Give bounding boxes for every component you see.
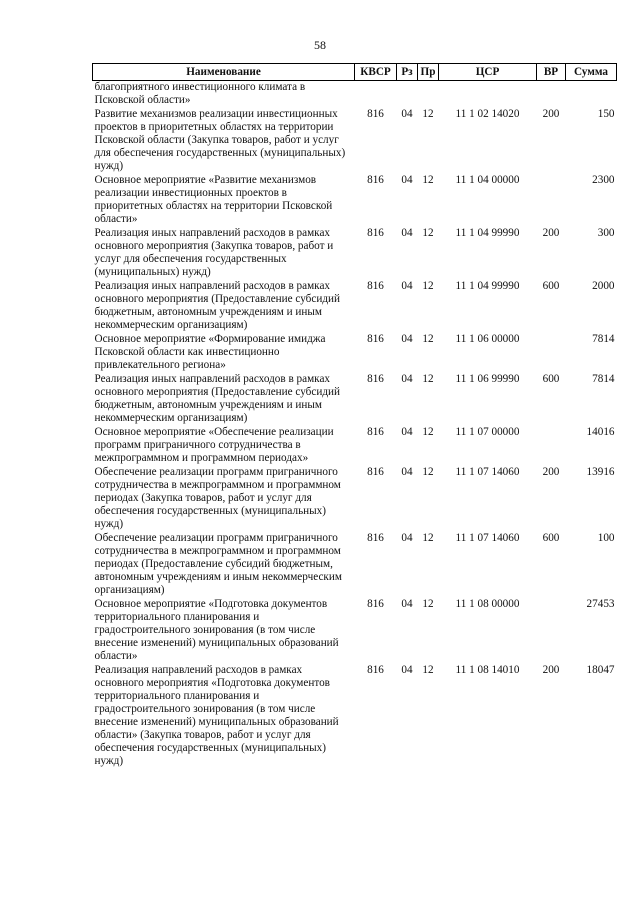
cell-pr: 12 <box>422 108 434 120</box>
cell-name: Реализация направлений расходов в рамках основного мероприятия «Подготовка документов территориального планирования и градостроительного зонирования (в том числе внесение изменений) муниципальных образований области» (Закупка товаров, работ и услуг для обеспечения государственных (муниципальных) нужд) <box>94 664 339 767</box>
header-kvsr: КВСР <box>355 64 397 81</box>
cell-name: Развитие механизмов реализации инвестиционных проектов в приоритетных областях на территории Псковской области (Закупка товаров, работ и услуг для обеспечения государственных (муниципальных) нужд) <box>94 108 346 172</box>
cell-name: Основное мероприятие «Развитие механизмов реализации инвестиционных проектов в приоритетных областях на территории Псковской области» <box>94 174 333 225</box>
cell-csr: 11 1 04 99990 <box>455 280 520 292</box>
cell-rz: 04 <box>401 280 413 292</box>
cell-vr <box>537 426 566 466</box>
cell-sum: 7814 <box>592 373 615 385</box>
cell-csr: 11 1 04 00000 <box>455 174 520 186</box>
header-name: Наименование <box>93 64 355 81</box>
cell-csr: 11 1 08 14010 <box>455 664 520 676</box>
cell-name: Реализация иных направлений расходов в рамках основного мероприятия (Предоставление субсидий бюджетным, автономным учреждениям и иным некоммерческим организациям) <box>94 373 340 424</box>
cell-pr: 12 <box>422 280 434 292</box>
cell-name: Основное мероприятие «Формирование имиджа Псковской области как инвестиционно привлекательного региона» <box>94 333 326 371</box>
cell-kvsr: 816 <box>367 598 384 610</box>
cell-vr: 200 <box>542 227 560 239</box>
cell-sum: 150 <box>597 108 615 120</box>
table-row <box>93 466 617 532</box>
cell-sum: 2000 <box>592 280 615 292</box>
cell-pr: 12 <box>422 466 434 478</box>
header-vr: ВР <box>537 64 566 81</box>
cell-vr: 600 <box>542 280 560 292</box>
cell-rz: 04 <box>401 108 413 120</box>
cell-pr: 12 <box>422 227 434 239</box>
cell-kvsr: 816 <box>367 426 384 438</box>
budget-table <box>92 63 617 769</box>
table-row <box>93 426 617 466</box>
cell-name: Основное мероприятие «Подготовка документов территориального планирования и градостроительного зонирования (в том числе внесение изменений) муниципальных образований области» <box>94 598 339 662</box>
cell-rz: 04 <box>401 174 413 186</box>
cell-kvsr: 816 <box>367 373 384 385</box>
cell-vr <box>537 81 566 109</box>
cell-name: Реализация иных направлений расходов в рамках основного мероприятия (Закупка товаров, работ и услуг для обеспечения государственных (муниципальных) нужд) <box>94 227 334 278</box>
table-header-row <box>93 64 617 81</box>
header-sum: Сумма <box>566 64 617 81</box>
header-rz: Рз <box>397 64 418 81</box>
cell-rz: 04 <box>401 373 413 385</box>
table-row <box>93 532 617 598</box>
page-number: 58 <box>314 38 326 52</box>
cell-vr: 200 <box>542 466 560 478</box>
cell-csr: 11 1 06 99990 <box>455 373 520 385</box>
cell-csr: 11 1 06 00000 <box>455 333 520 345</box>
cell-rz <box>397 81 418 109</box>
cell-pr: 12 <box>422 373 434 385</box>
cell-pr: 12 <box>422 333 434 345</box>
cell-rz: 04 <box>401 598 413 610</box>
table-row <box>93 227 617 280</box>
cell-csr: 11 1 08 00000 <box>455 598 520 610</box>
header-csr: ЦСР <box>439 64 537 81</box>
cell-pr: 12 <box>422 664 434 676</box>
cell-pr: 12 <box>422 532 434 544</box>
cell-vr: 600 <box>542 373 560 385</box>
table-row <box>93 108 617 174</box>
cell-pr <box>418 81 439 109</box>
cell-kvsr: 816 <box>367 227 384 239</box>
table-row <box>93 598 617 664</box>
cell-sum <box>566 81 617 109</box>
cell-rz: 04 <box>401 664 413 676</box>
cell-vr <box>537 174 566 227</box>
cell-vr: 200 <box>542 664 560 676</box>
cell-sum: 300 <box>597 227 615 239</box>
cell-vr <box>537 598 566 664</box>
cell-sum: 7814 <box>592 333 615 345</box>
cell-rz: 04 <box>401 227 413 239</box>
cell-name: благоприятного инвестиционного климата в Псковской области» <box>94 81 306 106</box>
table-row <box>93 664 617 769</box>
cell-csr <box>439 81 537 109</box>
cell-kvsr: 816 <box>367 280 384 292</box>
cell-name: Обеспечение реализации программ приграничного сотрудничества в межпрограммном и программном периодах (Закупка товаров, работ и услуг для обеспечения государственных (муниципальных) нужд) <box>94 466 341 530</box>
cell-csr: 11 1 02 14020 <box>455 108 520 120</box>
cell-rz: 04 <box>401 466 413 478</box>
cell-pr: 12 <box>422 598 434 610</box>
cell-name: Реализация иных направлений расходов в рамках основного мероприятия (Предоставление субсидий бюджетным, автономным учреждениям и иным некоммерческим организациям) <box>94 280 340 331</box>
cell-vr: 600 <box>542 532 560 544</box>
cell-rz: 04 <box>401 532 413 544</box>
table-row <box>93 333 617 373</box>
cell-sum: 100 <box>597 532 615 544</box>
cell-rz: 04 <box>401 426 413 438</box>
table-row <box>93 81 617 109</box>
cell-sum: 27453 <box>586 598 615 610</box>
header-pr: Пр <box>418 64 439 81</box>
cell-kvsr: 816 <box>367 532 384 544</box>
cell-kvsr: 816 <box>367 333 384 345</box>
cell-kvsr: 816 <box>367 174 384 186</box>
cell-csr: 11 1 07 14060 <box>455 466 520 478</box>
cell-name: Обеспечение реализации программ приграничного сотрудничества в межпрограммном и программном периодах (Предоставление субсидий бюджетным, автономным учреждениям и иным некоммерческим организациям) <box>94 532 342 596</box>
table-row <box>93 280 617 333</box>
cell-pr: 12 <box>422 426 434 438</box>
cell-sum: 18047 <box>586 664 615 676</box>
cell-csr: 11 1 07 14060 <box>455 532 520 544</box>
cell-vr: 200 <box>542 108 560 120</box>
cell-kvsr: 816 <box>367 664 384 676</box>
table-row <box>93 373 617 426</box>
cell-kvsr: 816 <box>367 108 384 120</box>
cell-sum: 14016 <box>586 426 615 438</box>
cell-pr: 12 <box>422 174 434 186</box>
cell-sum: 2300 <box>592 174 615 186</box>
cell-sum: 13916 <box>586 466 615 478</box>
cell-vr <box>537 333 566 373</box>
cell-kvsr <box>355 81 397 109</box>
cell-name: Основное мероприятие «Обеспечение реализации программ приграничного сотрудничества в межпрограммном и программном периодах» <box>94 426 334 464</box>
table-row <box>93 174 617 227</box>
cell-kvsr: 816 <box>367 466 384 478</box>
cell-csr: 11 1 04 99990 <box>455 227 520 239</box>
cell-rz: 04 <box>401 333 413 345</box>
cell-csr: 11 1 07 00000 <box>455 426 520 438</box>
